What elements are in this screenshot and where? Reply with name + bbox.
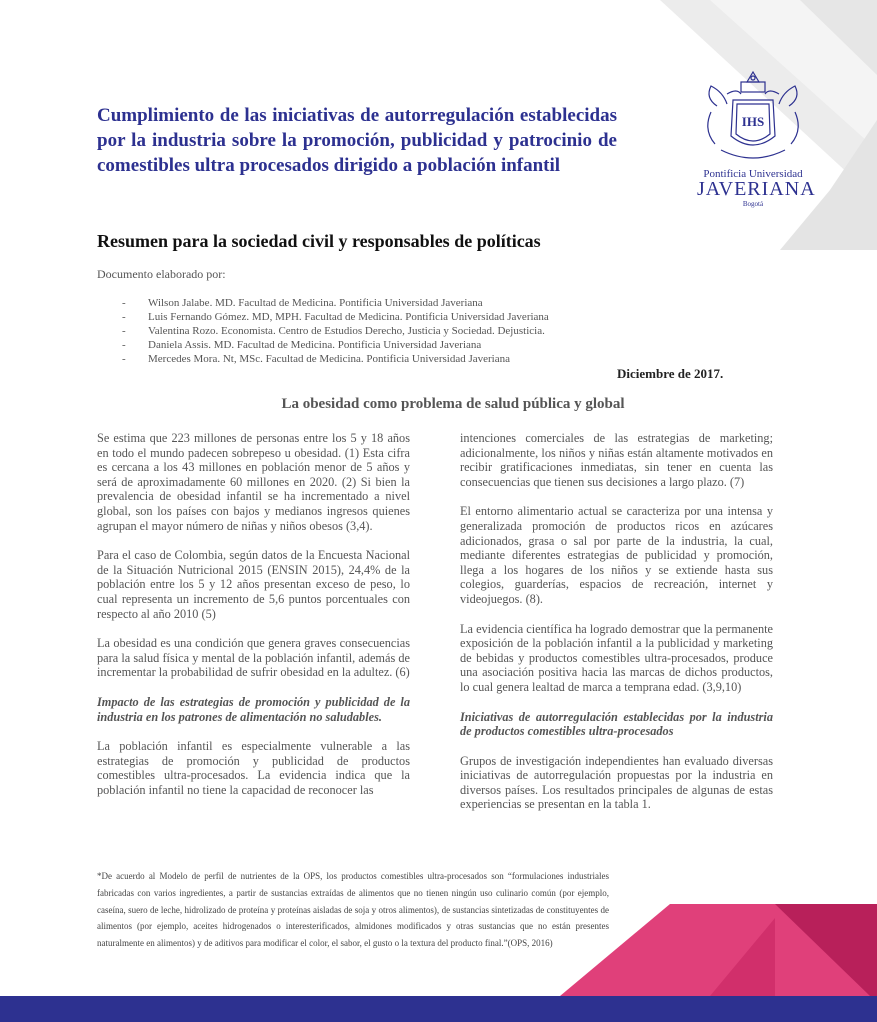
byline-label: Documento elaborado por:: [97, 267, 226, 281]
author-item: - Mercedes Mora. Nt, MSc. Facultad de Medicina. Pontificia Universidad Javeriana: [122, 352, 549, 366]
author-item: - Valentina Rozo. Economista. Centro de Estudios Derecho, Justicia y Sociedad. Dejusticia.: [122, 324, 549, 338]
author-item: - Daniela Assis. MD. Facultad de Medicina. Pontificia Universidad Javeriana: [122, 338, 549, 352]
author-item: - Wilson Jalabe. MD. Facultad de Medicina. Pontificia Universidad Javeriana: [122, 296, 549, 310]
paragraph: intenciones comerciales de las estrategias de marketing; adicionalmente, los niños y niñas están altamente motivados en recibir gratificaciones inmediatas, sin tener en cuenta las consecuencias que tienen sus decisiones a largo plazo. (7): [460, 431, 773, 489]
document-subtitle: Resumen para la sociedad civil y responsables de políticas: [97, 231, 541, 251]
document-date: Diciembre de 2017.: [617, 366, 724, 381]
paragraph: La evidencia científica ha logrado demostrar que la permanente exposición de la población infantil a la publicidad y marketing de bebidas y productos comestibles ultra-procesados, produce una asociación positiva hacia las marcas de dichos productos, lo cual genera lealtad de marca a temprana edad. (3,9,10): [460, 621, 773, 694]
paragraph: El entorno alimentario actual se caracteriza por una intensa y generalizada promoción de productos ricos en azúcares adicionados, grasa o sal por parte de la industria, la cual, mediante diferentes estrategias de publicidad y promoción, llega a los hogares de los niños y se extiende hasta sus colegios, guarderías, espacios de recreación, internet y videojuegos. (8).: [460, 504, 773, 606]
paragraph: La obesidad es una condición que genera graves consecuencias para la salud física y mental de la población infantil, además de incrementar la probabilidad de sufrir obesidad en la adultez. (6): [97, 636, 410, 680]
university-seal-icon: [697, 70, 809, 166]
university-logo: [697, 70, 816, 210]
paragraph: Grupos de investigación independientes han evaluado diversas iniciativas de autorregulación propuestas por la industria en diversos países. Los resultados principales de algunas de estas experiencias se presentan en la tabla 1.: [460, 753, 773, 812]
right-column: [460, 431, 773, 827]
author-list: [122, 296, 549, 366]
left-column: [97, 431, 410, 812]
paragraph: Se estima que 223 millones de personas entre los 5 y 18 años en todo el mundo padecen sobrepeso u obesidad. (1) Esta cifra es cercana a los 43 millones en población menor de 5 años y será de aproximadamente 60 millones en 2020. (2) Si bien la prevalencia de obesidad infantil se ha incrementado a nivel global, son los países con bajos y medianos ingresos quienes agrupan el mayor número de niñas y niños obesos (3,4).: [97, 431, 410, 533]
logo-line-university: Pontificia Universidad: [703, 168, 803, 180]
logo-line-javeriana: JAVERIANA: [697, 178, 816, 200]
logo-line-city: Bogotá: [742, 200, 764, 208]
subsection-heading: Iniciativas de autorregulación establecidas por la industria de productos comestibles ultra-procesados: [460, 709, 773, 739]
author-item: - Luis Fernando Gómez. MD, MPH. Facultad de Medicina. Pontificia Universidad Javeriana: [122, 310, 549, 324]
footnote: *De acuerdo al Modelo de perfil de nutrientes de la OPS, los productos comestibles ultra-procesados son “formulaciones industriales fabricadas con varios ingredientes, a partir de sustancias extraídas de alimentos que no tienen ningún uso culinario común (por ejemplo, caseína, suero de leche, hidrolizado de proteína y proteínas aisladas de soja y otros alimentos), de sustancias sintetizadas de constituyentes de alimentos (por ejemplo, aceites hidrogenados o interesterificados, almidones modificados y otras sustancias que no están presentes naturalmente en alimentos) y de aditivos para modificar el color, el sabor, el gusto o la textura del producto final.”(OPS, 2016): [97, 871, 609, 949]
paragraph: La población infantil es especialmente vulnerable a las estrategias de promoción y publicidad de productos comestibles ultra-procesados. La evidencia indica que la población infantil no tiene la capacidad de reconocer las: [97, 739, 410, 797]
subsection-heading: Impacto de las estrategias de promoción y publicidad de la industria en los patrones de alimentación no saludables.: [97, 694, 410, 724]
svg-text:IHS: IHS: [741, 114, 765, 129]
document-title: Cumplimiento de las iniciativas de autorregulación establecidas por la industria sobre la promoción, publicidad y patrocinio de comestibles ultra procesados dirigido a población infantil: [97, 105, 617, 176]
paragraph: Para el caso de Colombia, según datos de la Encuesta Nacional de la Situación Nutricional 2015 (ENSIN 2015), 24,4% de la población entre los 5 y 12 años presentan exceso de peso, lo cual representa un incremento de 5,6 puntos porcentuales con respecto al año 2010 (5): [97, 548, 410, 621]
footer-bar: [0, 996, 877, 1022]
section-heading: La obesidad como problema de salud pública y global: [281, 396, 625, 412]
